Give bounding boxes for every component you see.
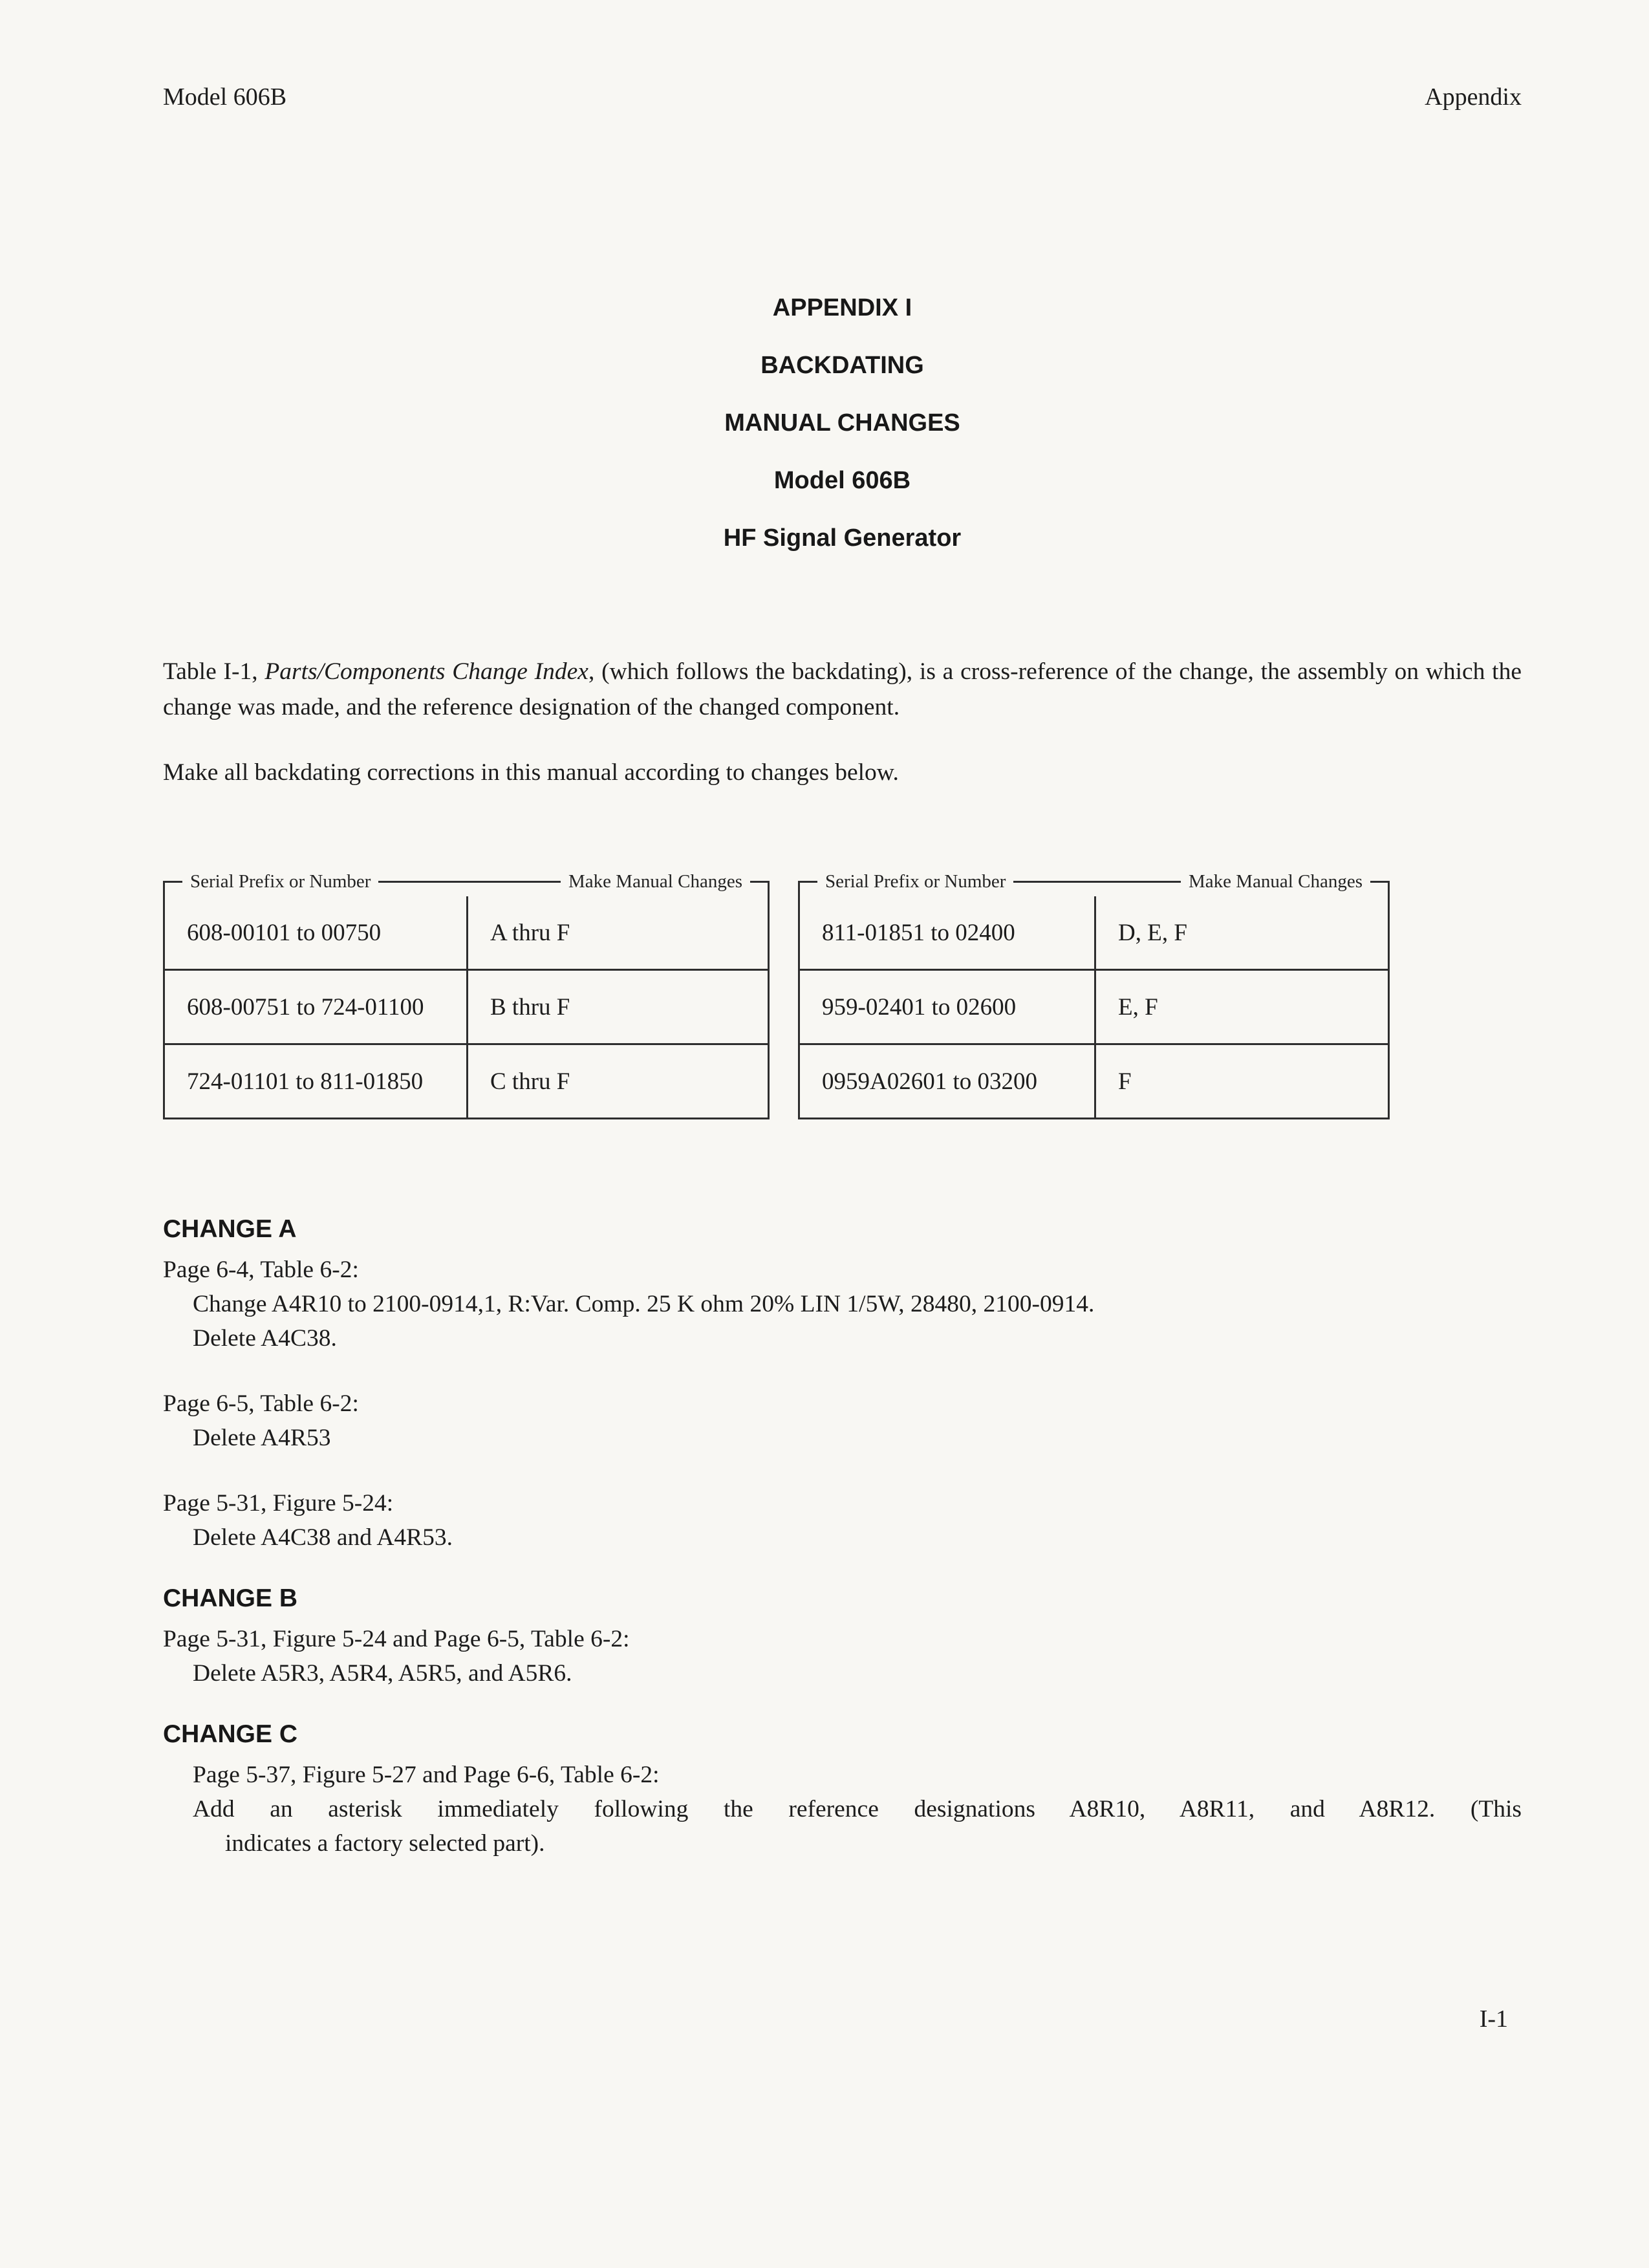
title-manual-changes: MANUAL CHANGES [724,409,960,437]
change-block [163,1758,1522,1861]
title-block [163,279,1522,567]
cell-serial-range: 724-01101 to 811-01850 [187,1068,424,1095]
intro-text-pre: Table I-1, [163,658,265,685]
change-line: Change A4R10 to 2100-0914,1, R:Var. Comp. 25 K ohm 20% LIN 1/5W, 28480, 2100-0914. [193,1291,1095,1317]
change-section-a [163,1214,1522,1555]
change-line: Delete A4C38. [193,1325,337,1352]
header-rule-segment [798,881,817,883]
intro-text-italic: Parts/Components Change Index [264,658,588,685]
change-section-c [163,1719,1522,1861]
cell-manual-changes: E, F [1094,971,1388,1043]
changes-area [163,1214,1522,1861]
header-rule-segment [1013,881,1181,883]
table-row [165,896,768,969]
cell-manual-changes: A thru F [466,896,768,969]
serial-table-right-header [798,867,1390,896]
change-line: Page 6-4, Table 6-2: [163,1257,359,1283]
col-header-serial: Serial Prefix or Number [825,870,1006,892]
cell-serial-range: 608-00751 to 724-01100 [187,993,424,1021]
change-heading: CHANGE C [163,1720,298,1748]
col-header-changes: Make Manual Changes [1189,870,1363,892]
col-header-serial: Serial Prefix or Number [190,870,371,892]
serial-table-right-body [798,881,1390,1119]
title-backdating: BACKDATING [760,352,924,379]
header-rule-segment [750,881,770,883]
col-header-changes: Make Manual Changes [568,870,742,892]
change-line: Delete A4R53 [193,1425,331,1451]
table-row [800,896,1388,969]
page-number: I-1 [1479,2005,1508,2033]
change-line: indicates a factory selected part). [225,1830,545,1857]
page-header [163,83,1522,111]
table-row [800,1043,1388,1118]
title-instrument: HF Signal Generator [723,524,962,552]
cell-manual-changes: D, E, F [1094,896,1388,969]
cell-serial-range: 0959A02601 to 03200 [822,1068,1037,1095]
change-line: Page 6-5, Table 6-2: [163,1390,359,1417]
serial-table-left [163,867,770,1119]
change-block [163,1387,1522,1455]
intro-text-post: , (which follows the backdating), is a cross-reference of the change, the assembly on which the change was made, and the reference designation of the changed component. [163,658,1522,720]
serial-table-left-body [163,881,770,1119]
table-row [800,969,1388,1043]
change-line: Page 5-31, Figure 5-24: [163,1490,394,1517]
change-line: Page 5-31, Figure 5-24 and Page 6-5, Table 6-2: [163,1626,630,1652]
title-appendix: APPENDIX I [772,294,912,321]
change-heading: CHANGE A [163,1215,297,1243]
table-row [165,1043,768,1118]
serial-table-right [798,867,1390,1119]
header-section-label: Appendix [1425,83,1522,111]
intro-paragraph-2: Make all backdating corrections in this manual according to changes below. [163,759,899,786]
cell-manual-changes: F [1094,1045,1388,1118]
table-row [165,969,768,1043]
change-line: Delete A4C38 and A4R53. [193,1524,453,1551]
cell-serial-range: 811-01851 to 02400 [822,919,1015,946]
intro-paragraph-1 [163,654,1522,725]
change-line: Delete A5R3, A5R4, A5R5, and A5R6. [193,1660,572,1687]
header-model-number: Model 606B [163,83,287,111]
header-rule-segment [378,881,561,883]
change-line: Add an asterisk immediately following the reference designations A8R10, A8R11, and A8R12. (This [193,1796,1522,1822]
cell-manual-changes: B thru F [466,971,768,1043]
change-line: Page 5-37, Figure 5-27 and Page 6-6, Table 6-2: [193,1762,660,1788]
header-rule-segment [1370,881,1390,883]
change-block [163,1253,1522,1355]
cell-manual-changes: C thru F [466,1045,768,1118]
change-heading: CHANGE B [163,1584,298,1612]
serial-change-tables [163,867,1522,1119]
change-block [163,1622,1522,1690]
title-model: Model 606B [773,467,911,494]
header-rule-segment [163,881,182,883]
serial-table-left-header [163,867,770,896]
change-block [163,1486,1522,1555]
cell-serial-range: 959-02401 to 02600 [822,993,1017,1021]
cell-serial-range: 608-00101 to 00750 [187,919,382,946]
change-section-b [163,1583,1522,1690]
